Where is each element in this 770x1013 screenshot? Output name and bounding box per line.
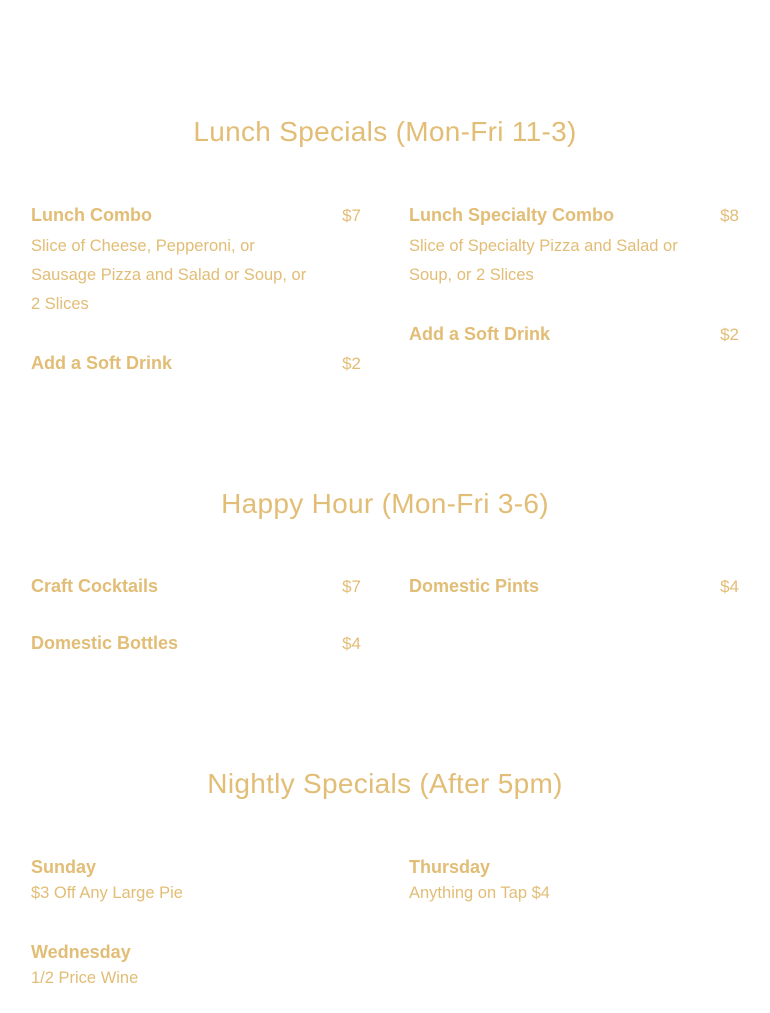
special-day: Wednesday (31, 942, 131, 962)
item-name: Lunch Combo (31, 205, 152, 225)
item-name: Domestic Bottles (31, 633, 179, 653)
item-price: $2 (342, 354, 361, 373)
item-price: $7 (342, 577, 361, 596)
item-name: Add a Soft Drink (31, 353, 173, 373)
item-name: Domestic Pints (409, 576, 540, 596)
menu-item-lunch-combo (31, 205, 361, 319)
menu-item-domestic-pints (409, 576, 739, 597)
nightly-special-wednesday (31, 942, 361, 989)
special-day: Sunday (31, 857, 97, 877)
item-price: $8 (720, 206, 739, 225)
menu-item-lunch-specialty-combo (409, 205, 739, 290)
happy-hour-title: Happy Hour (Mon-Fri 3-6) (221, 488, 549, 519)
special-description: $3 Off Any Large Pie (31, 884, 183, 902)
menu-item-add-soft-drink-right (409, 324, 739, 345)
lunch-specials-title: Lunch Specials (Mon-Fri 11-3) (193, 116, 577, 147)
item-name: Lunch Specialty Combo (409, 205, 615, 225)
menu-item-add-soft-drink-left (31, 353, 361, 374)
item-price: $2 (720, 325, 739, 344)
item-description: Slice of Specialty Pizza and Salad or Soup, or 2 Slices (409, 237, 678, 284)
special-description: 1/2 Price Wine (31, 969, 139, 987)
item-price: $4 (720, 577, 739, 596)
nightly-specials-title: Nightly Specials (After 5pm) (207, 768, 563, 799)
item-name: Craft Cocktails (31, 576, 159, 596)
special-description: Anything on Tap $4 (409, 884, 550, 902)
item-description: Slice of Cheese, Pepperoni, or Sausage Pizza and Salad or Soup, or 2 Slices (31, 237, 307, 313)
menu-item-craft-cocktails (31, 576, 361, 597)
menu-item-domestic-bottles (31, 633, 361, 654)
nightly-special-sunday (31, 857, 361, 904)
nightly-special-thursday (409, 857, 739, 904)
special-day: Thursday (409, 857, 491, 877)
item-name: Add a Soft Drink (409, 324, 551, 344)
item-price: $4 (342, 634, 361, 653)
item-price: $7 (342, 206, 361, 225)
